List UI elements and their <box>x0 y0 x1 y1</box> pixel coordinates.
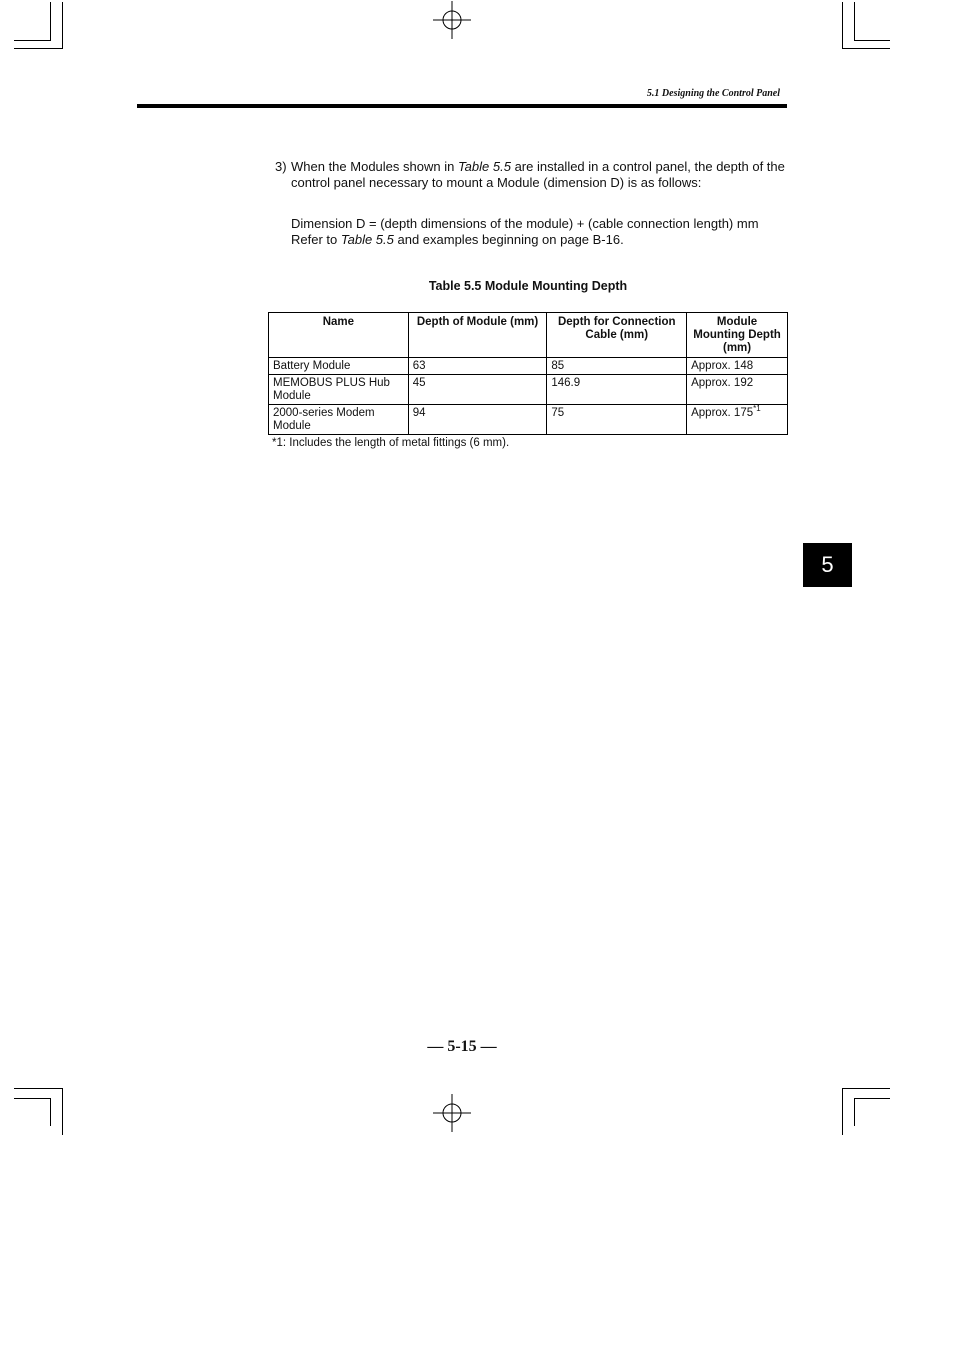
step-text-part2: are installed in a control panel, the depth of the control panel necessary to mount a Module (dimension D) is as follows: <box>291 159 785 190</box>
table-caption: Table 5.5 Module Mounting Depth <box>428 279 628 293</box>
header-rule <box>137 104 787 108</box>
table-reference: Table 5.5 <box>457 159 511 174</box>
header-module-depth: Depth of Module (mm) <box>408 313 547 358</box>
cell-module-depth: 94 <box>408 405 547 435</box>
step-number: 3) <box>275 159 287 174</box>
module-depth-table <box>268 312 788 435</box>
cell-module-depth: 45 <box>408 375 547 405</box>
cell-name: Battery Module <box>269 358 409 375</box>
footnote-marker: *1 <box>753 404 761 414</box>
registration-mark-top-icon <box>433 1 471 39</box>
mounting-value: Approx. 175 <box>691 407 754 419</box>
mounting-value: Approx. 192 <box>691 377 754 389</box>
page-number: — 5-15 — <box>427 1038 497 1055</box>
cell-mounting-depth <box>687 405 788 435</box>
table-footnote: *1: Includes the length of metal fittings (6 mm). <box>272 437 510 449</box>
chapter-tab: 5 <box>803 543 852 587</box>
refer-line <box>291 232 759 248</box>
table-row <box>269 375 788 405</box>
cell-name: MEMOBUS PLUS Hub Module <box>269 375 409 405</box>
mounting-value: Approx. 148 <box>691 360 754 372</box>
table-header-row <box>269 313 788 358</box>
step-text <box>291 159 795 191</box>
cell-mounting-depth <box>687 358 788 375</box>
step-paragraph <box>275 159 795 191</box>
refer-part1: Refer to <box>291 232 341 247</box>
section-header: 5.1 Designing the Control Panel <box>646 88 780 99</box>
table-row <box>269 405 788 435</box>
cell-cable-depth: 75 <box>547 405 687 435</box>
cell-cable-depth: 146.9 <box>547 375 687 405</box>
cell-name: 2000-series Modem Module <box>269 405 409 435</box>
refer-part2: and examples beginning on page B-16. <box>393 232 624 247</box>
header-mounting-depth: Module Mounting Depth (mm) <box>687 313 788 358</box>
refer-table-reference: Table 5.5 <box>340 232 394 247</box>
header-cable-depth: Depth for Connection Cable (mm) <box>547 313 687 358</box>
header-name: Name <box>269 313 409 358</box>
cell-mounting-depth <box>687 375 788 405</box>
cell-module-depth: 63 <box>408 358 547 375</box>
cell-cable-depth: 85 <box>547 358 687 375</box>
dimension-formula: Dimension D = (depth dimensions of the module) + (cable connection length) mm <box>291 216 759 231</box>
table-row <box>269 358 788 375</box>
step-text-part1: When the Modules shown in <box>291 159 458 174</box>
dimension-block <box>291 216 759 248</box>
registration-mark-bottom-icon <box>433 1094 471 1132</box>
